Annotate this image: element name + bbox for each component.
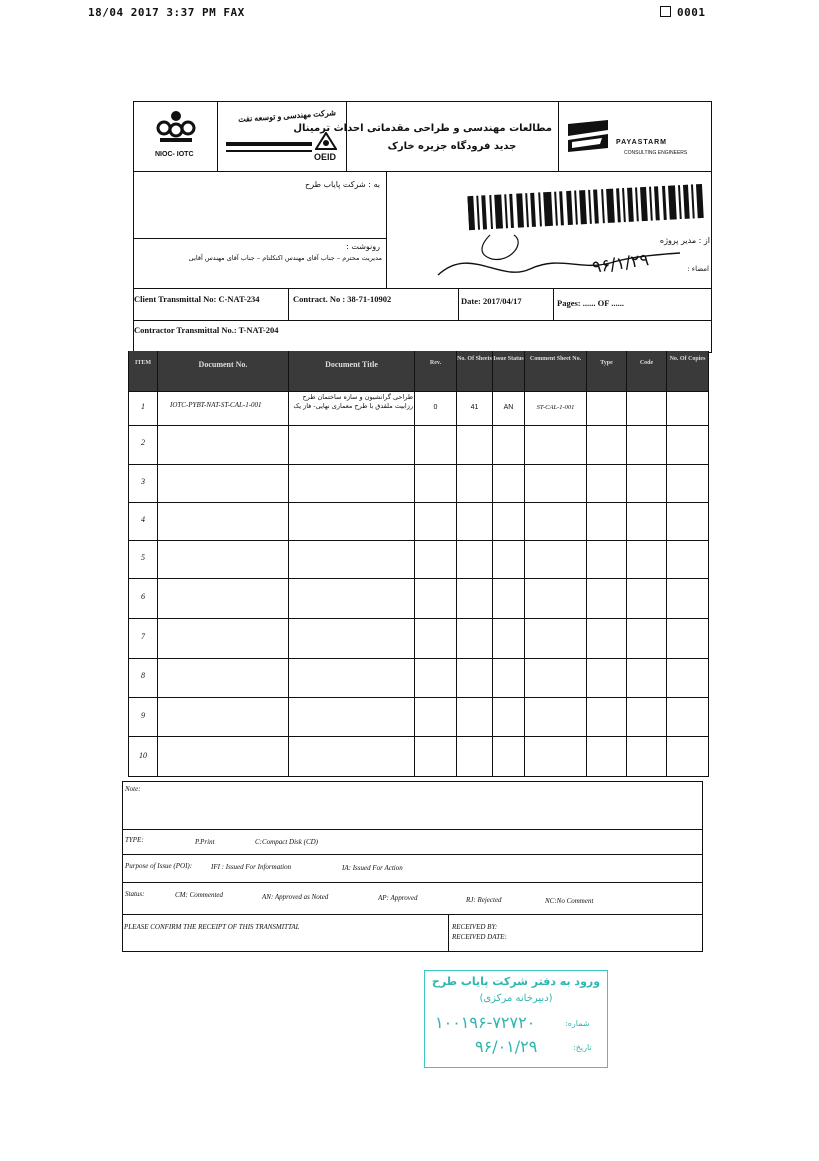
purpose-ia: IA: Issued For Action — [342, 864, 403, 872]
header-document-title: Document Title — [325, 360, 378, 369]
stamp-title: ورود به دفتر شرکت پایاب طرح — [431, 975, 601, 988]
receipt-stamp — [424, 970, 608, 1068]
table-row-item: 9 — [141, 711, 145, 720]
header-copies: No. Of Copies — [669, 356, 706, 362]
header-item: ITEM — [134, 360, 151, 366]
confirm-receipt-text: PLEASE CONFIRM THE RECEIPT OF THIS TRANSMITTAL — [124, 923, 300, 931]
handwritten-signature — [430, 225, 690, 290]
table-row-item: 4 — [141, 515, 145, 524]
note-label: Note: — [125, 785, 141, 793]
header-comment-sheet: Comment Sheet No. — [529, 356, 582, 362]
table-row-item: 2 — [141, 438, 145, 447]
stamp-number: ۱۰۰۱۹۶-۷۲۷۲۰ — [435, 1013, 536, 1032]
type-print: P.Print — [195, 838, 215, 846]
received-by-label: RECEIVED BY: — [452, 923, 498, 931]
table-row-item: 8 — [141, 671, 145, 680]
header-rev: Rev. — [429, 360, 442, 366]
status-an: AN: Approved as Noted — [262, 893, 329, 901]
header-sheets: No. Of Sheets — [457, 356, 492, 362]
table-header-row — [129, 351, 708, 391]
status-rj: RJ: Rejected — [466, 896, 502, 904]
stamp-date: ۹۶/۰۱/۲۹ — [475, 1037, 538, 1056]
fax-page-number: 0001 — [677, 6, 706, 19]
table-row-item: 1 — [141, 402, 145, 411]
type-cd: C:Compact Disk (CD) — [255, 838, 318, 846]
fax-datetime: 18/04 2017 3:37 PM FAX — [88, 6, 245, 19]
table-cell-document-title: طراحی گرانشیون و سازه ساختمان طرح رزابیت ملقدق با طرح معماری نهایی- فاز یک — [293, 393, 413, 410]
transmittal-date: Date: 2017/04/17 — [461, 296, 522, 306]
purpose-ifi: IFI : Issued For Information — [211, 863, 292, 871]
to-label: به : شرکت پایاب طرح — [305, 180, 380, 189]
pages-count: Pages: ...... OF ...... — [557, 298, 624, 308]
table-cell-sheets: 41 — [470, 404, 479, 411]
cc-recipients: مدیریت محترم – جناب آقای مهندس اکنکلتام – جناب آقای مهندس آقایی — [188, 254, 382, 262]
received-date-label: RECEIVED DATE: — [452, 933, 507, 941]
table-cell-rev: 0 — [433, 404, 438, 411]
cc-label: رونوشت : — [346, 242, 380, 251]
client-transmittal-no: Client Transmittal No: C-NAT-234 — [134, 294, 260, 304]
type-label: TYPE: — [125, 836, 144, 844]
header-code: Code — [639, 360, 654, 366]
document-table — [128, 351, 709, 777]
stamp-number-label: شماره: — [565, 1019, 590, 1028]
fax-page-icon — [660, 6, 671, 17]
fax-page-indicator — [660, 6, 706, 19]
payastarm-logo-icon — [566, 118, 610, 159]
oeid-logo-bar — [226, 142, 312, 146]
table-cell-issue-status: AN — [503, 404, 514, 411]
purpose-label: Purpose of Issue (POI): — [125, 862, 193, 870]
table-row-item: 5 — [141, 553, 145, 562]
table-row-item: 6 — [141, 592, 145, 601]
oeid-persian-name: شرکت مهندسی و توسعه نفت — [237, 108, 337, 124]
oeid-logo-text: OEID — [314, 152, 337, 162]
status-cm: CM: Commented — [175, 891, 224, 899]
header-document-no: Document No. — [198, 360, 248, 369]
signature-date: ۹۶/۱/۲۹ — [590, 250, 651, 278]
status-ap: AP: Approved — [378, 894, 418, 902]
stamp-date-label: تاریخ: — [573, 1043, 592, 1052]
table-cell-document-no: IOTC-PYBT-NAT-ST-CAL-1-001 — [170, 401, 262, 409]
header-issue-status: Issue Status — [493, 356, 524, 362]
table-row-item: 7 — [141, 632, 145, 641]
table-cell-comment-sheet: ST-CAL-1-001 — [536, 404, 575, 411]
stamp-subtitle: (دبیرخانه مرکزی) — [479, 993, 553, 1004]
nioc-logo — [152, 108, 200, 144]
contractor-transmittal-no: Contractor Transmittal No.: T-NAT-204 — [134, 325, 279, 335]
table-row-item: 3 — [141, 477, 145, 486]
payastarm-name: PAYASTARM — [616, 139, 668, 146]
status-nc: NC:No Comment — [545, 897, 594, 905]
nioc-logo-text: NIOC- IOTC — [155, 151, 194, 158]
header-type: Type — [600, 360, 613, 366]
signature-label: امضاء : — [687, 265, 709, 273]
table-row-item: 10 — [139, 751, 147, 760]
status-label: Status: — [125, 890, 145, 898]
contract-no: Contract. No : 38-71-10902 — [293, 294, 392, 304]
payastarm-subtitle: CONSULTING ENGINEERS — [624, 150, 688, 156]
project-title-line2: جدید فرودگاه جزیره خارک — [387, 141, 517, 152]
from-label: از : مدیر پروژه — [659, 236, 710, 245]
project-title-line1: مطالعات مهندسی و طراحی مقدماتی احداث ترمینال — [293, 123, 552, 134]
